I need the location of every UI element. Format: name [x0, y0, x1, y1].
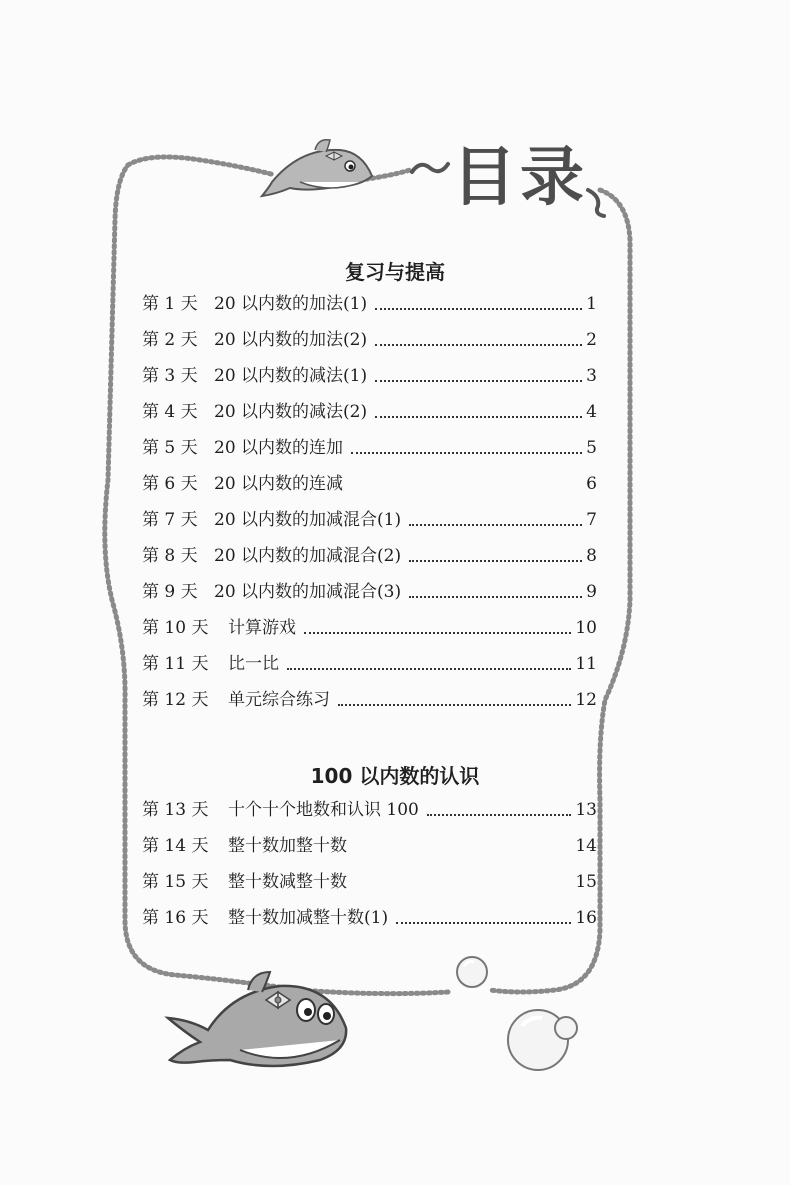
toc-day: 第 9 天 — [142, 582, 198, 602]
toc-page-number: 9 — [586, 582, 597, 602]
toc-page-number: 3 — [586, 366, 597, 386]
bubbles-icon — [457, 957, 577, 1070]
toc-page-number: 14 — [575, 836, 597, 856]
toc-entry — [142, 398, 597, 424]
toc-day: 第 6 天 — [142, 474, 198, 494]
toc-title: 20 以内数的加法(2) — [214, 330, 368, 350]
leader-gap — [355, 850, 571, 852]
toc-page-number: 10 — [575, 618, 597, 638]
leader-dots — [304, 632, 571, 634]
toc-entry — [142, 506, 597, 532]
toc-entry — [142, 686, 597, 712]
section-title: 复习与提高 — [345, 260, 445, 284]
toc-day: 第 14 天 — [142, 836, 209, 856]
toc-page-number: 4 — [586, 402, 597, 422]
toc-title: 20 以内数的加减混合(3) — [214, 582, 402, 602]
toc-entry — [142, 868, 597, 894]
toc-page-number: 12 — [575, 690, 597, 710]
page-heading: 目录 — [452, 141, 588, 215]
toc-day: 第 7 天 — [142, 510, 198, 530]
leader-gap — [351, 488, 582, 490]
leader-dots — [375, 344, 582, 346]
leader-dots — [351, 452, 582, 454]
toc-entry — [142, 832, 597, 858]
toc-page-number: 16 — [575, 908, 597, 928]
toc-title: 整十数加整十数 — [228, 836, 347, 856]
leader-dots — [396, 922, 571, 924]
toc-day: 第 16 天 — [142, 908, 209, 928]
toc-title: 十个十个地数和认识 100 — [228, 800, 419, 820]
toc-title: 20 以内数的连减 — [214, 474, 344, 494]
toc-day: 第 13 天 — [142, 800, 209, 820]
toc-page-number: 11 — [575, 654, 597, 674]
toc-day: 第 1 天 — [142, 294, 198, 314]
toc-title: 整十数减整十数 — [228, 872, 347, 892]
toc-entry — [142, 542, 597, 568]
leader-dots — [375, 380, 582, 382]
toc-page-number: 2 — [586, 330, 597, 350]
toc-title: 计算游戏 — [228, 618, 296, 638]
toc-page-number: 15 — [575, 872, 597, 892]
toc-day: 第 8 天 — [142, 546, 198, 566]
toc-page-number: 5 — [586, 438, 597, 458]
toc-day: 第 11 天 — [142, 654, 209, 674]
section-title: 100 以内数的认识 — [310, 764, 480, 788]
leader-dots — [409, 524, 582, 526]
toc-page-number: 13 — [575, 800, 597, 820]
toc-day: 第 3 天 — [142, 366, 198, 386]
toc-page-number: 8 — [586, 546, 597, 566]
toc-entry — [142, 362, 597, 388]
toc-entry — [142, 434, 597, 460]
leader-dots — [409, 560, 582, 562]
toc-entry — [142, 290, 597, 316]
toc-entry — [142, 326, 597, 352]
toc-day: 第 4 天 — [142, 402, 198, 422]
toc-entry — [142, 904, 597, 930]
squiggle-right-icon — [588, 190, 604, 216]
toc-title: 20 以内数的加减混合(1) — [214, 510, 402, 530]
dolphin-large-icon — [168, 972, 346, 1066]
leader-dots — [338, 704, 571, 706]
toc-page-number: 6 — [586, 474, 597, 494]
toc-day: 第 12 天 — [142, 690, 209, 710]
toc-page-number: 1 — [586, 294, 597, 314]
toc-entry — [142, 650, 597, 676]
toc-day: 第 5 天 — [142, 438, 198, 458]
toc-entry — [142, 614, 597, 640]
toc-entry — [142, 578, 597, 604]
toc-title: 比一比 — [228, 654, 279, 674]
toc-title: 20 以内数的加法(1) — [214, 294, 368, 314]
toc-title: 20 以内数的减法(1) — [214, 366, 368, 386]
leader-dots — [375, 308, 582, 310]
toc-title: 20 以内数的减法(2) — [214, 402, 368, 422]
toc-page-number: 7 — [586, 510, 597, 530]
dolphin-small-icon — [262, 140, 372, 196]
toc-entry — [142, 470, 597, 496]
leader-dots — [287, 668, 571, 670]
squiggle-left-icon — [412, 164, 448, 172]
leader-dots — [427, 814, 572, 816]
toc-title: 单元综合练习 — [228, 690, 330, 710]
toc-title: 20 以内数的加减混合(2) — [214, 546, 402, 566]
leader-dots — [375, 416, 582, 418]
toc-day: 第 2 天 — [142, 330, 198, 350]
toc-entry — [142, 796, 597, 822]
toc-day: 第 15 天 — [142, 872, 209, 892]
leader-dots — [409, 596, 582, 598]
toc-title: 整十数加减整十数(1) — [228, 908, 389, 928]
toc-day: 第 10 天 — [142, 618, 209, 638]
leader-gap — [355, 886, 571, 888]
toc-title: 20 以内数的连加 — [214, 438, 344, 458]
